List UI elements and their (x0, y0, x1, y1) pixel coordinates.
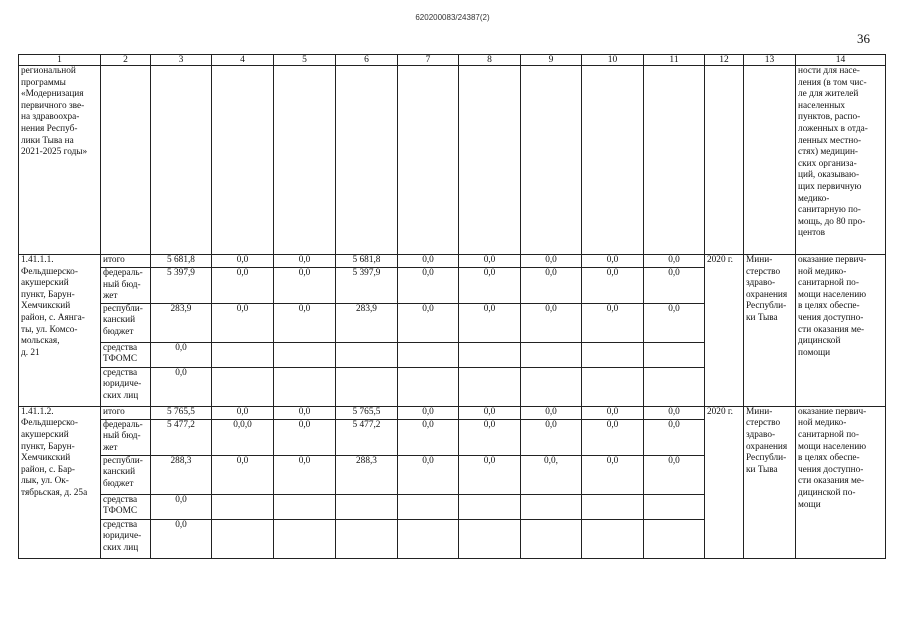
amount-cell: 288,3 (151, 455, 212, 494)
amount-cell: 283,9 (151, 303, 212, 342)
amount-cell (459, 494, 521, 519)
executor: Мини- стерство здраво- охранения Республи- ки Тыва (744, 255, 796, 407)
year: 2020 г. (705, 255, 744, 407)
amount-cell (336, 519, 398, 558)
funding-source: республи- канский бюджет (101, 455, 151, 494)
amount-cell: 0,0 (459, 255, 521, 268)
amount-cell: 0,0 (582, 303, 644, 342)
amount-cell: 0,0 (212, 406, 274, 419)
column-header-6: 6 (336, 55, 398, 66)
column-header-3: 3 (151, 55, 212, 66)
amount-cell: 5 765,5 (336, 406, 398, 419)
amount-cell: 0,0 (212, 455, 274, 494)
funding-source: средства ТФОМС (101, 342, 151, 367)
year: 2020 г. (705, 406, 744, 558)
amount-cell: 0,0 (212, 303, 274, 342)
amount-cell: 0,0 (212, 255, 274, 268)
amount-cell: 5 681,8 (151, 255, 212, 268)
amount-cell: 0,0 (582, 255, 644, 268)
amount-cell: 0,0 (274, 268, 336, 304)
object-name: 1.41.1.1. Фельдшерско- акушерский пункт, Барун- Хемчикский район, с. Аянга- ты, ул. Комсо- мольская, д. 21 (19, 255, 101, 407)
amount-cell: 0,0, (521, 455, 582, 494)
column-header-2: 2 (101, 55, 151, 66)
intro-goal-text: ности для насе- ления (в том чис- ле для жителей населенных пунктов, распо- ложенных в отда- ленных местно- стях) медицин- ских организа- ций, оказываю- щих первичную медико- санитарную по- мощь, до 80 про- центов (796, 66, 886, 255)
amount-cell (644, 519, 705, 558)
column-header-8: 8 (459, 55, 521, 66)
funding-source: средства юридиче- ских лиц (101, 367, 151, 406)
amount-cell: 0,0 (151, 367, 212, 406)
amount-cell: 0,0 (151, 494, 212, 519)
amount-cell: 0,0 (459, 268, 521, 304)
amount-cell: 0,0 (212, 268, 274, 304)
amount-cell: 0,0 (582, 455, 644, 494)
amount-cell: 0,0 (398, 303, 459, 342)
column-header-1: 1 (19, 55, 101, 66)
amount-cell: 0,0 (644, 303, 705, 342)
column-header-10: 10 (582, 55, 644, 66)
amount-cell (521, 367, 582, 406)
amount-cell (582, 519, 644, 558)
amount-cell: 0,0 (398, 268, 459, 304)
amount-cell (398, 519, 459, 558)
table-row (19, 255, 886, 268)
column-header-9: 9 (521, 55, 582, 66)
column-header-11: 11 (644, 55, 705, 66)
amount-cell: 0,0 (274, 255, 336, 268)
intro-program-name: региональной программы «Модернизация первичного зве- на здравоохра- нения Респуб- лики Тыва на 2021-2025 годы» (19, 66, 101, 255)
amount-cell (212, 494, 274, 519)
funding-source: средства ТФОМС (101, 494, 151, 519)
amount-cell: 0,0 (521, 303, 582, 342)
amount-cell: 0,0 (274, 419, 336, 455)
amount-cell: 0,0 (274, 303, 336, 342)
amount-cell (212, 367, 274, 406)
amount-cell: 0,0 (274, 406, 336, 419)
amount-cell: 0,0 (398, 255, 459, 268)
funding-source: федераль- ный бюд- жет (101, 419, 151, 455)
amount-cell (459, 519, 521, 558)
amount-cell (398, 342, 459, 367)
column-header-14: 14 (796, 55, 886, 66)
amount-cell: 0,0,0 (212, 419, 274, 455)
funding-source: итого (101, 255, 151, 268)
amount-cell (582, 367, 644, 406)
amount-cell (212, 342, 274, 367)
amount-cell (521, 519, 582, 558)
amount-cell: 0,0 (521, 406, 582, 419)
amount-cell (336, 342, 398, 367)
document-id: 620200083/24387(2) (415, 13, 490, 22)
amount-cell (459, 342, 521, 367)
column-header-13: 13 (744, 55, 796, 66)
amount-cell: 288,3 (336, 455, 398, 494)
amount-cell (274, 519, 336, 558)
column-header-4: 4 (212, 55, 274, 66)
table-row (19, 406, 886, 419)
amount-cell: 5 681,8 (336, 255, 398, 268)
amount-cell: 0,0 (274, 455, 336, 494)
page-number: 36 (857, 31, 870, 46)
funding-source: средства юридиче- ских лиц (101, 519, 151, 558)
column-header-5: 5 (274, 55, 336, 66)
amount-cell: 0,0 (398, 455, 459, 494)
amount-cell (274, 367, 336, 406)
executor: Мини- стерство здраво- охранения Республи- ки Тыва (744, 406, 796, 558)
amount-cell (644, 367, 705, 406)
amount-cell: 0,0 (521, 255, 582, 268)
amount-cell (336, 367, 398, 406)
amount-cell: 0,0 (521, 419, 582, 455)
amount-cell: 0,0 (459, 303, 521, 342)
amount-cell: 5 397,9 (336, 268, 398, 304)
funding-source: федераль- ный бюд- жет (101, 268, 151, 304)
expected-result: оказание первич- ной медико- санитарной по- мощи населению в целях обеспе- чения доступно- сти оказания ме- дицинской помощи (796, 255, 886, 407)
column-header-7: 7 (398, 55, 459, 66)
amount-cell (644, 494, 705, 519)
amount-cell: 5 477,2 (336, 419, 398, 455)
amount-cell: 5 477,2 (151, 419, 212, 455)
column-header-12: 12 (705, 55, 744, 66)
amount-cell: 5 765,5 (151, 406, 212, 419)
amount-cell: 0,0 (459, 419, 521, 455)
object-name: 1.41.1.2. Фельдшерско- акушерский пункт, Барун- Хемчикский район, с. Бар- лык, ул. Ок- тябрьская, д. 25а (19, 406, 101, 558)
amount-cell (582, 342, 644, 367)
amount-cell: 0,0 (151, 519, 212, 558)
amount-cell (582, 494, 644, 519)
amount-cell: 0,0 (644, 455, 705, 494)
amount-cell: 0,0 (459, 455, 521, 494)
amount-cell: 0,0 (151, 342, 212, 367)
amount-cell (459, 367, 521, 406)
amount-cell: 5 397,9 (151, 268, 212, 304)
amount-cell (398, 494, 459, 519)
amount-cell: 283,9 (336, 303, 398, 342)
amount-cell (274, 342, 336, 367)
expected-result: оказание первич- ной медико- санитарной по- мощи населению в целях обеспе- чения доступно- сти оказания ме- дицинской по- мощи (796, 406, 886, 558)
amount-cell (398, 367, 459, 406)
amount-cell: 0,0 (644, 255, 705, 268)
amount-cell (274, 494, 336, 519)
amount-cell (644, 342, 705, 367)
funding-source: республи- канский бюджет (101, 303, 151, 342)
budget-table (18, 54, 886, 559)
amount-cell (336, 494, 398, 519)
funding-source: итого (101, 406, 151, 419)
amount-cell: 0,0 (644, 268, 705, 304)
amount-cell: 0,0 (398, 406, 459, 419)
amount-cell: 0,0 (521, 268, 582, 304)
amount-cell: 0,0 (644, 406, 705, 419)
amount-cell: 0,0 (582, 268, 644, 304)
amount-cell: 0,0 (582, 406, 644, 419)
header-row (19, 55, 886, 66)
amount-cell: 0,0 (644, 419, 705, 455)
amount-cell (212, 519, 274, 558)
amount-cell (521, 342, 582, 367)
amount-cell: 0,0 (582, 419, 644, 455)
intro-row (19, 66, 886, 255)
amount-cell: 0,0 (398, 419, 459, 455)
amount-cell (521, 494, 582, 519)
amount-cell: 0,0 (459, 406, 521, 419)
